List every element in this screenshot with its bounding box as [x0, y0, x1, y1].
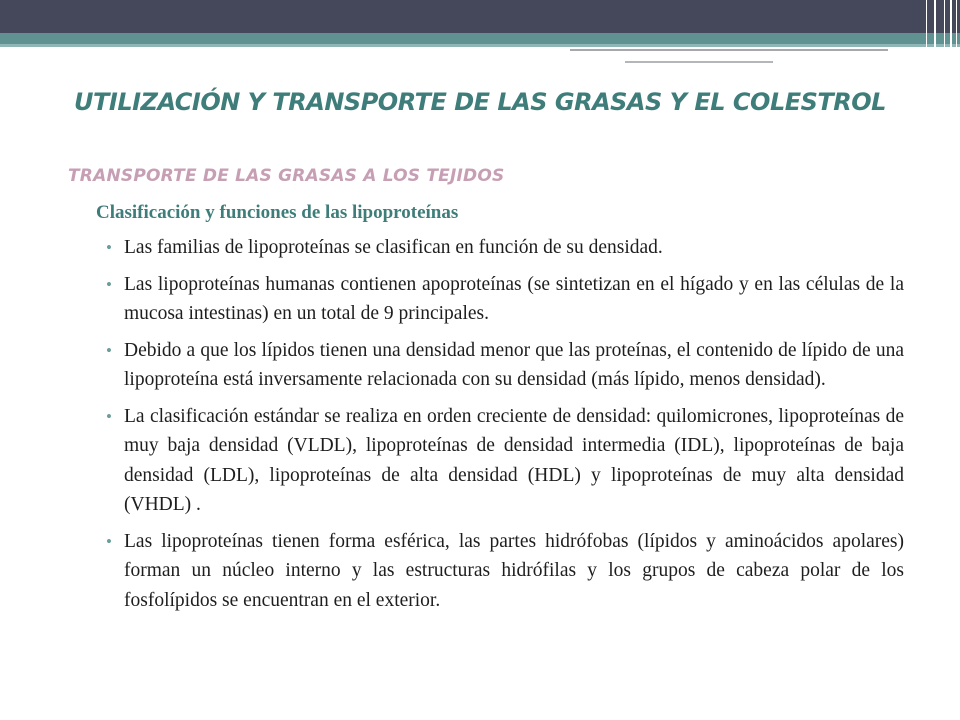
header-decorative-rule-short: [625, 61, 773, 63]
bullet-item: • Debido a que los lípidos tienen una densidad menor que las proteínas, el contenido de lípido de una lipoproteína está inversamente relacionada con su densidad (más lípido, menos densidad).: [104, 336, 904, 395]
header-band-teal-thin: [0, 44, 960, 47]
bullet-item: • Las lipoproteínas tienen forma esférica, las partes hidrófobas (lípidos y aminoácidos apolares) forman un núcleo interno y las estructuras hidrófilas y los grupos de cabeza polar de los fosfolípidos se encuentran en el exterior.: [104, 527, 904, 616]
header-decorative-rule: [570, 49, 888, 51]
slide-title: UTILIZACIÓN Y TRANSPORTE DE LAS GRASAS Y EL COLESTROL: [74, 88, 886, 116]
section-heading: Clasificación y funciones de las lipoproteínas: [96, 202, 459, 223]
bullet-item: • Las lipoproteínas humanas contienen apoproteínas (se sintetizan en el hígado y en las células de la mucosa intestinas) en un total de 9 principales.: [104, 270, 904, 329]
header-band-dark: [0, 0, 960, 33]
header-band-teal: [0, 33, 960, 44]
bullet-item: • La clasificación estándar se realiza en orden creciente de densidad: quilomicrones, lipoproteínas de muy baja densidad (VLDL), lipoproteínas de densidad intermedia (IDL), lipoproteínas de baja densidad (LDL), lipoproteínas de alta densidad (HDL) y lipoproteínas de muy alta densidad (VHDL) .: [104, 402, 904, 520]
bullet-list: [104, 233, 904, 622]
corner-decorative-lines: [920, 0, 960, 72]
bullet-item: • Las familias de lipoproteínas se clasifican en función de su densidad.: [104, 233, 904, 263]
slide-subtitle: TRANSPORTE DE LAS GRASAS A LOS TEJIDOS: [68, 166, 505, 186]
